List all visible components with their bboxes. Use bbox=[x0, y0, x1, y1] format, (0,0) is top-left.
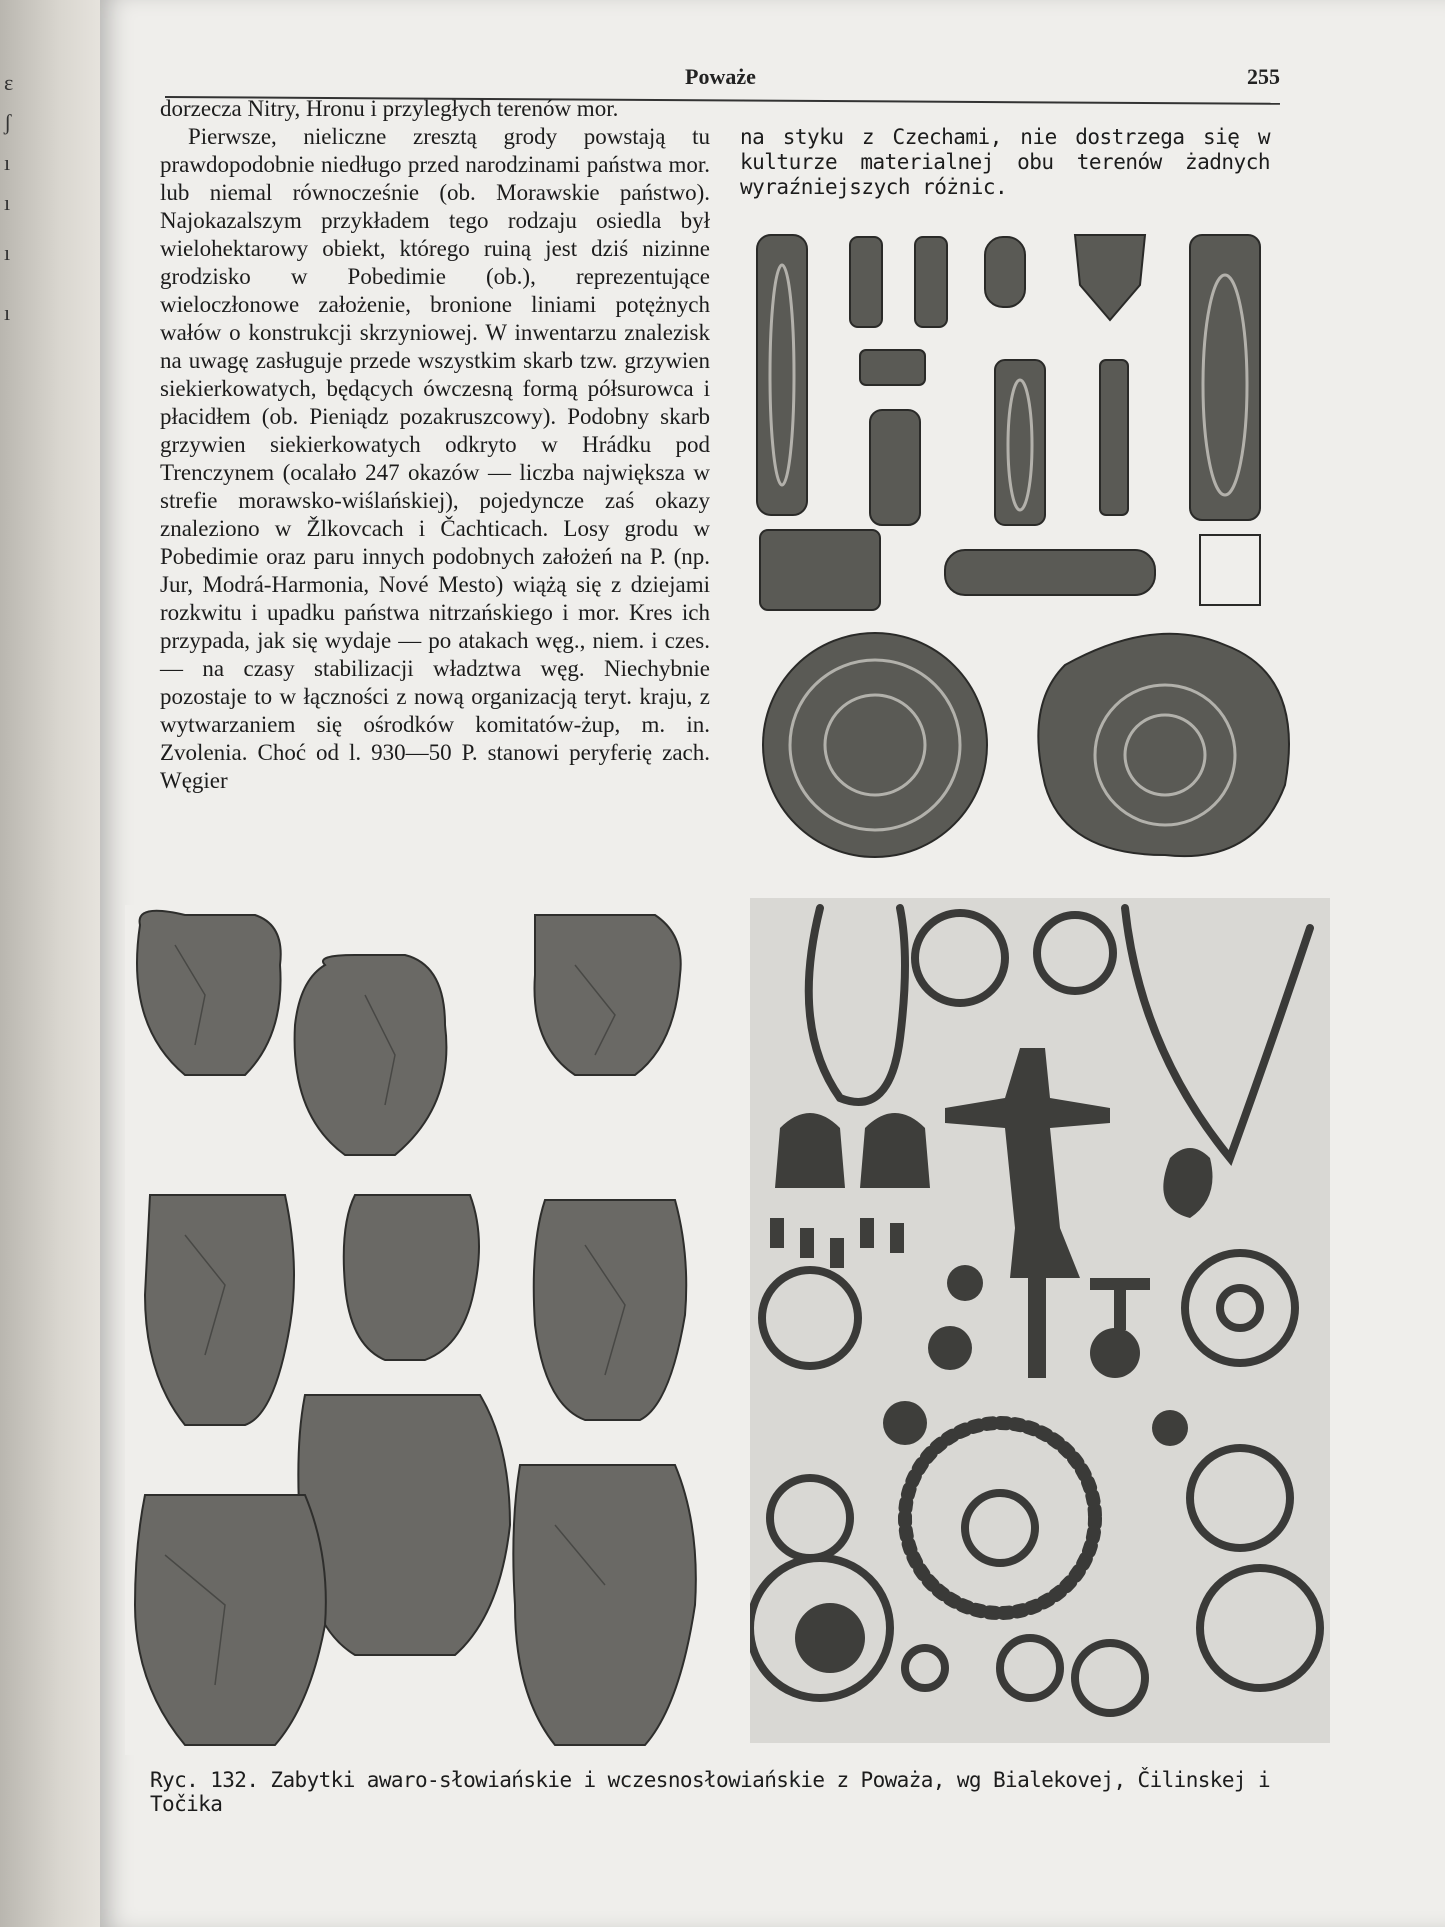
left-text-column bbox=[160, 95, 710, 795]
figure-caption: Ryc. 132. Zabytki awaro-słowiańskie i wczesnosłowiańskie z Poważa, wg Bialekovej, Čilinskej i Točika bbox=[150, 1768, 1271, 1816]
paragraph: na styku z Czechami, nie dostrzega się w kulturze materialnej obu terenów żadnych wyraźniejszych różnic. bbox=[740, 125, 1270, 199]
pottery-photo bbox=[125, 905, 715, 1755]
right-text-column bbox=[740, 125, 1270, 200]
previous-page-edge bbox=[0, 0, 100, 1927]
margin-mark: ʃ bbox=[4, 110, 12, 135]
running-header bbox=[165, 60, 1280, 100]
header-title: Poważe bbox=[685, 64, 756, 89]
artifacts-photo-jewellery bbox=[750, 898, 1330, 1743]
margin-mark: ı bbox=[4, 300, 11, 325]
page-number: 255 bbox=[1247, 64, 1280, 89]
margin-mark: ı bbox=[4, 190, 11, 215]
artifacts-photo-metalwork bbox=[745, 225, 1305, 865]
margin-mark: ı bbox=[4, 150, 11, 175]
margin-mark: ε bbox=[4, 70, 14, 95]
margin-mark: ı bbox=[4, 240, 11, 265]
paragraph: dorzecza Nitry, Hronu i przyległych terenów mor. bbox=[160, 96, 619, 121]
paragraph: Pierwsze, nieliczne zresztą grody powstają tu prawdopodobnie niedługo przed narodzinami państwa mor. lub niemal równocześnie (ob. Morawskie państwo). Najokazalszym przykładem tego rodzaju osiedla był wielohektarowy obiekt, którego ruiną jest dziś nizinne grodzisko w Pobedimie (ob.), reprezentujące wieloczłonowe założenie, bronione liniami potężnych wałów o konstrukcji skrzyniowej. W inwentarzu znalezisk na uwagę zasługuje przede wszystkim skarb tzw. grzywien siekierkowatych, będących ówczesną formą półsurowca i płacidłem (ob. Pieniądz pozakruszcowy). Podobny skarb grzywien siekierkowatych odkryto w Hrádku pod Trenczynem (ocalało 247 okazów — liczba największa w strefie morawsko-wiślańskiej), pojedyncze zaś okazy znaleziono w Žlkovcach i Čachticach. Losy grodu w Pobedimie oraz paru innych podobnych założeń na P. (np. Jur, Modrá-Harmonia, Nové Mesto) wiążą się z dziejami rozkwitu i upadku państwa nitrzańskiego i mor. Kres ich przypada, jak się wydaje — po atakach węg., niem. i czes. — na czasy stabilizacji władztwa węg. Niechybnie pozostaje to w łączności z nową organizacją teryt. kraju, z wytwarzaniem się ośrodków komitatów-żup, m. in. Zvolenia. Choć od l. 930—50 P. stanowi peryferię zach. Węgier bbox=[160, 124, 710, 793]
